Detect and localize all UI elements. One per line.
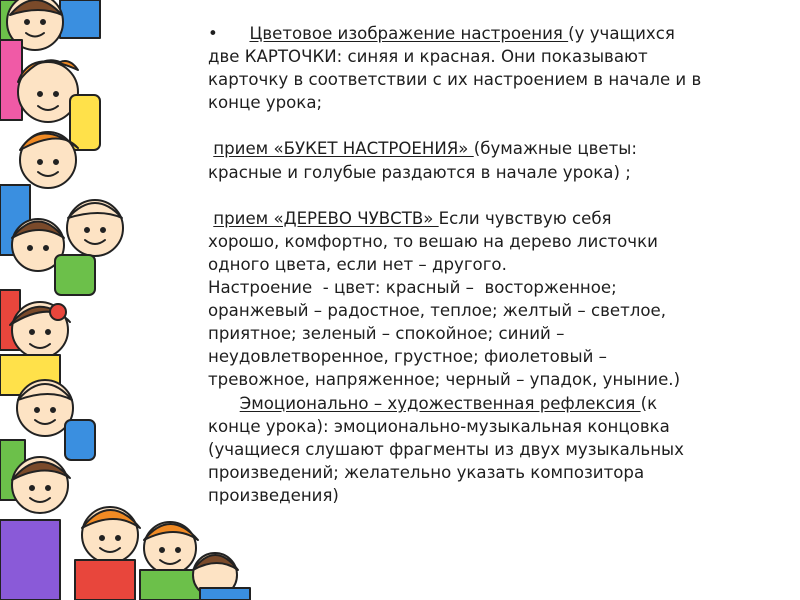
paragraph-2-line-1 — [208, 137, 768, 160]
paragraph-1-text: (у учащихся — [568, 24, 675, 43]
paragraph-4-line-2: оранжевый – радостное, теплое; желтый – светлое, — [208, 301, 666, 321]
paragraph-5-title: Эмоционально – художественная рефлексия — [239, 393, 641, 413]
paragraph-5-line-5: произведения) — [208, 485, 339, 505]
paragraph-2-title: прием «БУКЕТ НАСТРОЕНИЯ» — [213, 139, 474, 159]
paragraph-5-line-1 — [208, 392, 768, 415]
paragraph-3-text: Если чувствую себя — [438, 208, 612, 228]
paragraph-1-title: Цветовое изображение настроения — [249, 24, 569, 43]
paragraph-3-line-2: хорошо, комфортно, то вешаю на дерево листочки — [208, 231, 658, 251]
paragraph-4-line-5: тревожное, напряженное; черный – упадок, уныние.) — [208, 370, 681, 390]
paragraph-3-line-3: одного цвета, если нет – другого. — [208, 254, 507, 274]
paragraph-1-line-4: конце урока; — [208, 93, 323, 113]
paragraph-5-line-2: конце урока): эмоционально-музыкальная концовка — [208, 416, 670, 436]
paragraph-2-line-2: красные и голубые раздаются в начале урока) ; — [208, 162, 631, 182]
paragraph-1-line-1 — [208, 22, 768, 45]
paragraph-3-line-1 — [208, 207, 768, 230]
paragraph-4-line-1: Настроение - цвет: красный – восторженное; — [208, 278, 617, 298]
paragraph-4-line-4: неудовлетворенное, грустное; фиолетовый – — [208, 347, 607, 367]
paragraph-1-line-3: карточку в соответствии с их настроением в начале и в — [208, 70, 702, 90]
paragraph-5-text: (к — [640, 393, 658, 413]
paragraph-5-line-4: произведений; желательно указать композитора — [208, 462, 645, 482]
paragraph-2-text: (бумажные цветы: — [473, 139, 637, 159]
paragraph-1-line-2: две КАРТОЧКИ: синяя и красная. Они показывают — [208, 47, 648, 67]
paragraph-5-line-3: (учащиеся слушают фрагменты из двух музыкальных — [208, 439, 684, 459]
paragraph-4-line-3: приятное; зеленый – спокойное; синий – — [208, 324, 565, 344]
slide-text — [208, 22, 768, 507]
bullet: • — [208, 24, 218, 43]
paragraph-3-title: прием «ДЕРЕВО ЧУВСТВ» — [213, 208, 439, 228]
